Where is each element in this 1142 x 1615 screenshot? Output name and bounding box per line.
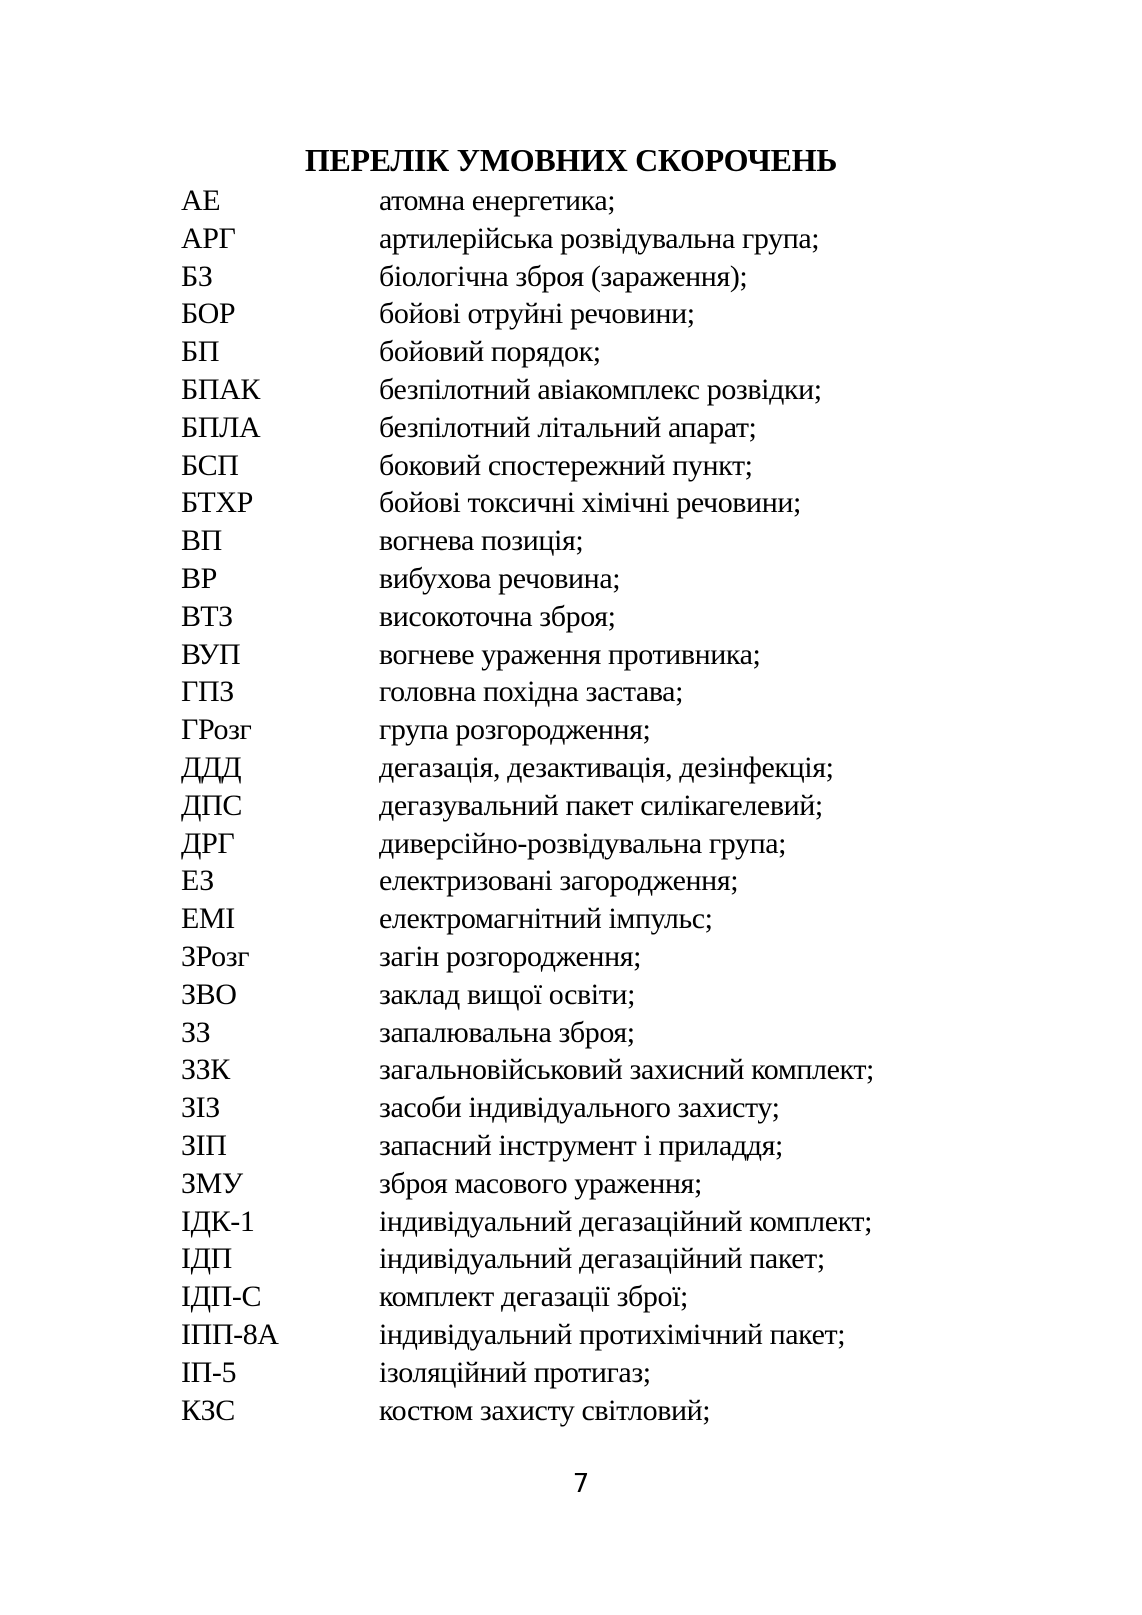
abbreviation-definition: зброя масового ураження;: [379, 1166, 702, 1200]
abbreviation-list: [181, 182, 981, 1429]
abbreviation-term: ЗВО: [181, 977, 237, 1011]
abbreviation-row: [181, 182, 981, 220]
abbreviation-row: [181, 447, 981, 485]
abbreviation-definition: електромагнітний імпульс;: [379, 902, 713, 936]
abbreviation-row: [181, 673, 981, 711]
abbreviation-term: ВП: [181, 524, 222, 558]
abbreviation-definition: бойові отруйні речовини;: [379, 297, 695, 331]
abbreviation-definition: костюм захисту світловий;: [379, 1393, 711, 1427]
abbreviation-row: [181, 636, 981, 674]
abbreviation-term: ЗІЗ: [181, 1091, 220, 1125]
abbreviation-row: [181, 484, 981, 522]
abbreviation-definition: головна похідна застава;: [379, 675, 684, 709]
abbreviation-term: ЗЗ: [181, 1015, 211, 1049]
abbreviation-row: [181, 976, 981, 1014]
abbreviation-row: [181, 1089, 981, 1127]
abbreviation-row: [181, 522, 981, 560]
abbreviation-term: ЕЗ: [181, 864, 214, 898]
abbreviation-term: БОР: [181, 297, 236, 331]
abbreviation-definition: електризовані загородження;: [379, 864, 739, 898]
abbreviation-row: [181, 1014, 981, 1052]
abbreviation-term: ЗМУ: [181, 1166, 243, 1200]
abbreviation-row: [181, 711, 981, 749]
abbreviation-term: БСП: [181, 448, 239, 482]
abbreviation-row: [181, 295, 981, 333]
abbreviation-term: ДПС: [181, 788, 242, 822]
abbreviation-term: ІП-5: [181, 1355, 237, 1389]
abbreviation-row: [181, 560, 981, 598]
abbreviation-definition: диверсійно-розвідувальна група;: [379, 826, 787, 860]
abbreviation-row: [181, 1165, 981, 1203]
abbreviation-term: БП: [181, 335, 220, 369]
abbreviation-definition: вогнева позиція;: [379, 524, 584, 558]
abbreviation-definition: загін розгородження;: [379, 939, 642, 973]
abbreviation-term: ІДП: [181, 1242, 232, 1276]
abbreviation-row: [181, 938, 981, 976]
abbreviation-term: АЕ: [181, 184, 221, 217]
abbreviation-definition: високоточна зброя;: [379, 599, 616, 633]
abbreviation-definition: заклад вищої освіти;: [379, 977, 636, 1011]
abbreviation-definition: ізоляційний протигаз;: [379, 1355, 651, 1389]
abbreviation-term: ЗЗК: [181, 1053, 230, 1087]
abbreviation-definition: дегазація, дезактивація, дезінфекція;: [379, 750, 834, 784]
abbreviation-term: ВР: [181, 561, 217, 595]
abbreviation-term: БТХР: [181, 486, 253, 520]
abbreviation-term: АРГ: [181, 221, 236, 255]
abbreviation-term: ЗІП: [181, 1128, 227, 1162]
abbreviation-row: [181, 1392, 981, 1430]
abbreviation-definition: дегазувальний пакет силікагелевий;: [379, 788, 823, 822]
abbreviation-row: [181, 1240, 981, 1278]
abbreviation-row: [181, 1278, 981, 1316]
abbreviation-term: ГРозг: [181, 713, 252, 747]
abbreviation-row: [181, 1354, 981, 1392]
abbreviation-row: [181, 787, 981, 825]
abbreviation-row: [181, 371, 981, 409]
page-title: ПЕРЕЛІК УМОВНИХ СКОРОЧЕНЬ: [304, 142, 838, 178]
abbreviation-row: [181, 258, 981, 296]
abbreviation-row: [181, 825, 981, 863]
abbreviation-term: ІПП-8А: [181, 1317, 279, 1351]
abbreviation-definition: вибухова речовина;: [379, 561, 621, 595]
abbreviation-term: ДДД: [181, 750, 242, 784]
abbreviation-term: ІДП-С: [181, 1280, 262, 1314]
abbreviation-row: [181, 900, 981, 938]
abbreviation-row: [181, 598, 981, 636]
abbreviation-term: ВТЗ: [181, 599, 233, 633]
abbreviation-row: [181, 1127, 981, 1165]
abbreviation-term: КЗС: [181, 1393, 235, 1427]
abbreviation-definition: запалювальна зброя;: [379, 1015, 635, 1049]
abbreviation-row: [181, 220, 981, 258]
abbreviation-term: ГПЗ: [181, 675, 234, 709]
abbreviation-row: [181, 1051, 981, 1089]
abbreviation-definition: боковий спостережний пункт;: [379, 448, 753, 482]
abbreviation-definition: засоби індивідуального захисту;: [379, 1091, 780, 1125]
abbreviation-definition: атомна енергетика;: [379, 184, 616, 217]
abbreviation-row: [181, 749, 981, 787]
abbreviation-term: ВУП: [181, 637, 241, 671]
abbreviation-row: [181, 1316, 981, 1354]
abbreviation-term: БПАК: [181, 372, 260, 406]
abbreviation-term: ЗРозг: [181, 939, 250, 973]
abbreviation-definition: індивідуальний дегазаційний пакет;: [379, 1242, 825, 1276]
abbreviation-definition: біологічна зброя (зараження);: [379, 259, 748, 293]
abbreviation-term: ЕМІ: [181, 902, 235, 936]
abbreviation-definition: вогневе ураження противника;: [379, 637, 761, 671]
abbreviation-row: [181, 333, 981, 371]
abbreviation-definition: бойові токсичні хімічні речовини;: [379, 486, 801, 520]
abbreviation-definition: комплект дегазації зброї;: [379, 1280, 688, 1314]
abbreviation-definition: запасний інструмент і приладдя;: [379, 1128, 783, 1162]
abbreviation-definition: індивідуальний дегазаційний комплект;: [379, 1204, 873, 1238]
abbreviation-term: БЗ: [181, 259, 213, 293]
abbreviation-definition: артилерійська розвідувальна група;: [379, 221, 820, 255]
abbreviation-row: [181, 409, 981, 447]
abbreviation-term: БПЛА: [181, 410, 261, 444]
abbreviation-row: [181, 862, 981, 900]
abbreviation-definition: група розгородження;: [379, 713, 651, 747]
abbreviation-definition: безпілотний літальний апарат;: [379, 410, 757, 444]
abbreviation-term: ДРГ: [181, 826, 235, 860]
page-number: 7: [572, 1469, 590, 1499]
abbreviation-term: ІДК-1: [181, 1204, 255, 1238]
abbreviation-definition: бойовий порядок;: [379, 335, 601, 369]
abbreviation-definition: безпілотний авіакомплекс розвідки;: [379, 372, 822, 406]
abbreviation-definition: індивідуальний протихімічний пакет;: [379, 1317, 846, 1351]
abbreviation-row: [181, 1203, 981, 1241]
abbreviation-definition: загальновійськовий захисний комплект;: [379, 1053, 874, 1087]
